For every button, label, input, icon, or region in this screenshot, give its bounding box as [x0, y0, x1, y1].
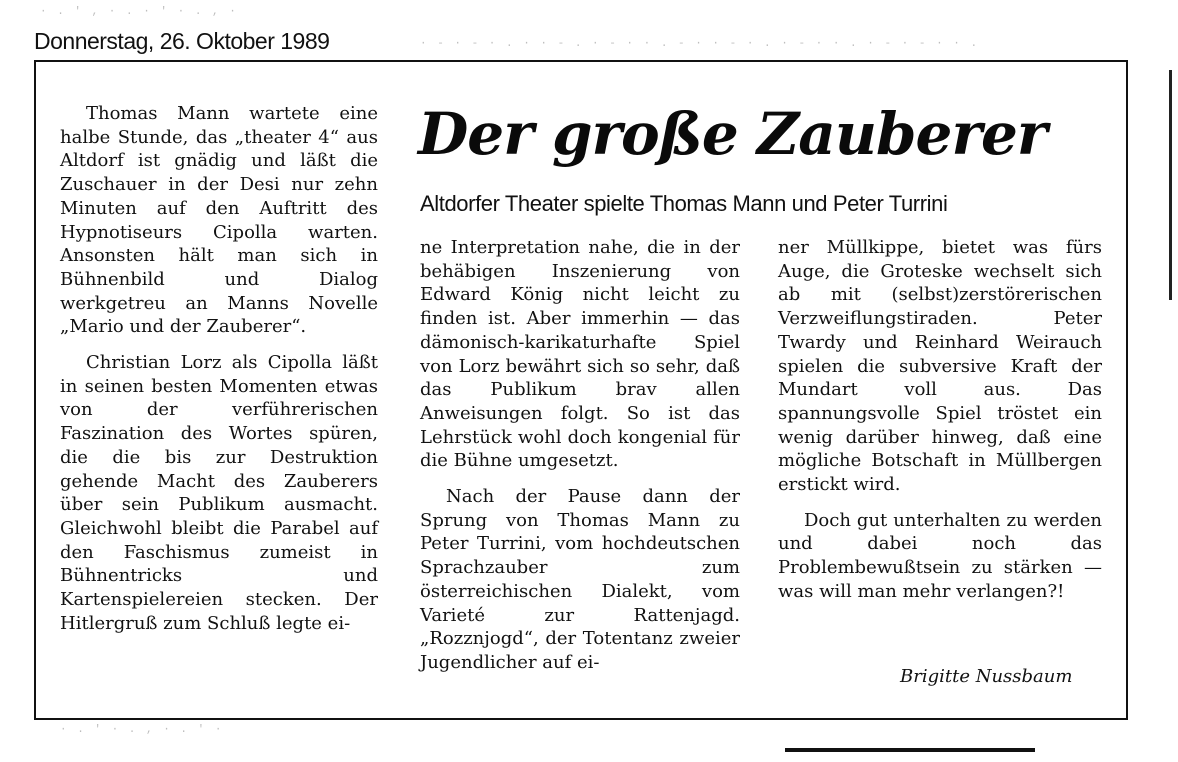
column3-paragraph-2: Doch gut unterhalten zu werden und dabei noch das Problembewußtsein zu stärken — was will man mehr verlangen?! — [778, 509, 1102, 602]
scan-bottom-mark — [785, 748, 1035, 752]
scan-noise-right: · - · - · . · · - . · - · · . - · · - · . · - · · . · - · - · · . — [420, 38, 980, 50]
column3-paragraph-1: ner Müllkippe, bietet was fürs Auge, die Groteske wechselt sich ab mit (selbst)zerstörerischen Verzweiflungstiraden. Peter Twardy und Reinhard Weirauch spielen die subversive Kraft der Mundart voll aus. Das spannungsvolle Spiel tröstet ein wenig darüber hinweg, daß eine mögliche Botschaft in Müllbergen erstickt wird. — [778, 237, 1102, 496]
scan-edge-mark — [1169, 70, 1172, 300]
dateline: Donnerstag, 26. Oktober 1989 — [34, 28, 330, 54]
article-column-1 — [60, 102, 378, 635]
scan-noise-bottom: · . ' · . , · . ' · — [60, 724, 224, 736]
scan-noise-top: · . ' , · . · ' · . , · — [40, 6, 238, 18]
column2-paragraph-2: Nach der Pause dann der Sprung von Thomas Mann zu Peter Turrini, vom hochdeutschen Sprachzauber zum österreichischen Dialekt, vom Varieté zur Rattenjagd. „Rozznjogd“, der Totentanz zweier Jugendlicher auf ei- — [420, 486, 740, 673]
article-column-2 — [420, 236, 740, 675]
column1-paragraph-1: Thomas Mann wartete eine halbe Stunde, das „theater 4“ aus Altdorf ist gnädig und läßt die Zuschauer in der Desi nur zehn Minuten auf den Auftritt des Hypnotiseurs Cipolla warten. Ansonsten hält man sich in Bühnenbild und Dialog werkgetreu an Manns Novelle „Mario und der Zauberer“. — [60, 103, 378, 338]
article-column-3 — [778, 236, 1102, 604]
article-headline: Der große Zauberer — [418, 100, 1047, 168]
column1-paragraph-2: Christian Lorz als Cipolla läßt in seinen besten Momenten etwas von der verführerischen Faszination des Wortes spüren, die die bis zur Destruktion gehende Macht des Zauberers über sein Publikum ausmacht. Gleichwohl bleibt die Parabel auf den Faschismus zumeist in Bühnentricks und Kartenspielereien stecken. Der Hitlergruß zum Schluß legte ei- — [60, 352, 378, 634]
article-byline: Brigitte Nussbaum — [900, 666, 1073, 687]
article-subheadline: Altdorfer Theater spielte Thomas Mann und Peter Turrini — [420, 191, 948, 216]
column2-paragraph-1: ne Interpretation nahe, die in der behäbigen Inszenierung von Edward König nicht leicht zu finden ist. Aber immerhin — das dämonisch-karikaturhafte Spiel von Lorz bewährt sich so sehr, daß das Publikum brav allen Anweisungen folgt. So ist das Lehrstück wohl doch kongenial für die Bühne umgesetzt. — [420, 237, 740, 472]
